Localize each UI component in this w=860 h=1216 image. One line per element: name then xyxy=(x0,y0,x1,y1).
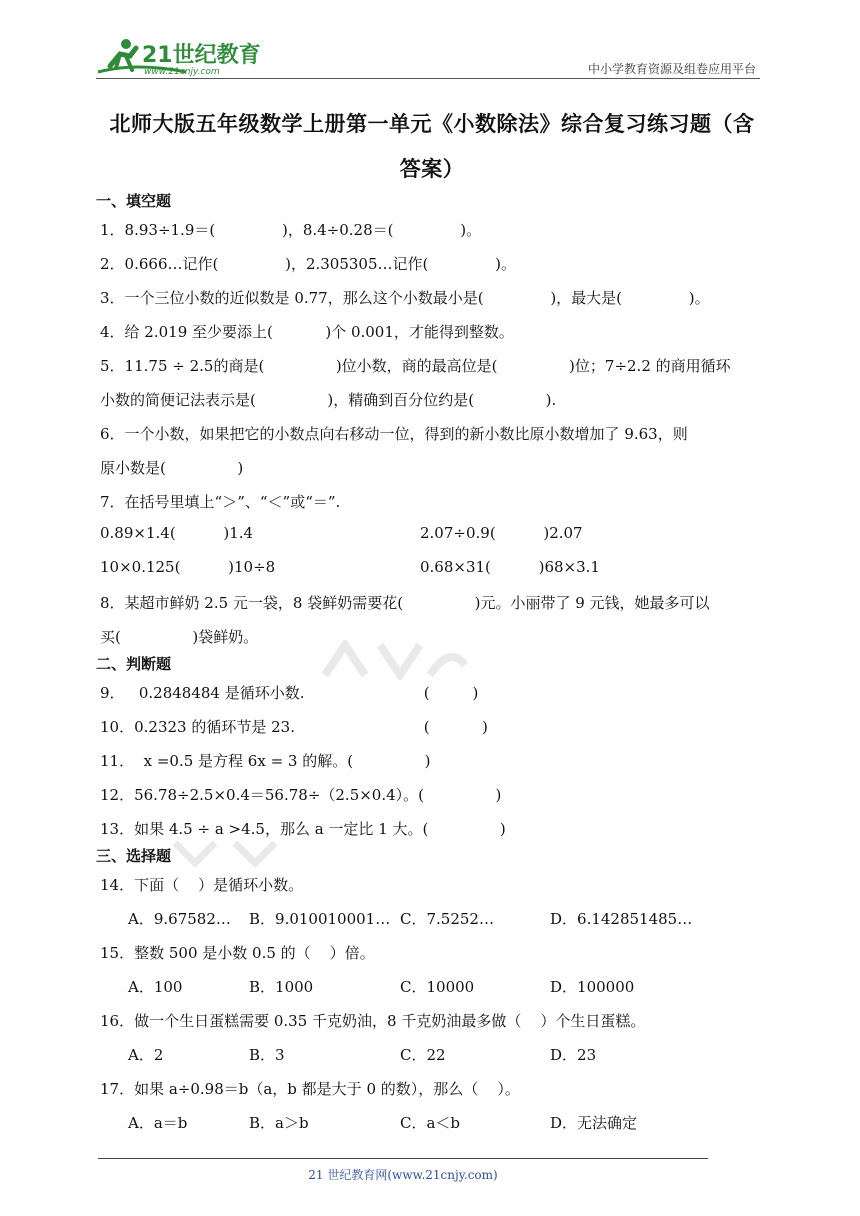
header-tagline: 中小学教育资源及组卷应用平台 xyxy=(587,62,756,76)
section-fill-in: 一、填空题 xyxy=(96,192,172,210)
q15-option-a: A．100 xyxy=(128,978,183,996)
q14-option-d: D．6.142851485… xyxy=(550,910,693,928)
question-8-line2: 买( )袋鲜奶。 xyxy=(100,628,259,646)
question-16: 16．做一个生日蛋糕需要 0.35 千克奶油，8 千克奶油最多做（ ）个生日蛋糕。 xyxy=(100,1012,646,1030)
question-7: 7．在括号里填上“＞”、“＜”或“＝”. xyxy=(100,493,341,511)
runner-logo-icon xyxy=(96,34,266,78)
question-6-line1: 6．一个小数，如果把它的小数点向右移动一位，得到的新小数比原小数增加了 9.63，则 xyxy=(100,425,688,443)
section-multiple-choice: 三、选择题 xyxy=(96,847,172,865)
question-12: 12．56.78÷2.5×0.4＝56.78÷（2.5×0.4）。( ) xyxy=(100,786,502,804)
footer-divider xyxy=(98,1158,708,1159)
q17-option-d: D．无法确定 xyxy=(550,1114,638,1132)
q16-option-d: D．23 xyxy=(550,1046,597,1064)
page-title-line2: 答案） xyxy=(399,157,465,181)
q14-option-c: C．7.5252… xyxy=(400,910,494,928)
site-logo xyxy=(96,34,266,78)
question-7-row1-right: 2.07÷0.9( )2.07 xyxy=(420,524,583,542)
question-11: 11． x =0.5 是方程 6x = 3 的解。( ) xyxy=(100,752,431,770)
q17-option-b: B．a＞b xyxy=(249,1114,309,1132)
logo-text: 21世纪教育 xyxy=(142,43,261,68)
question-7-row2-right: 0.68×31( )68×3.1 xyxy=(420,558,600,576)
section-true-false: 二、判断题 xyxy=(96,655,172,673)
watermark-icon-2 xyxy=(170,838,280,868)
q15-option-c: C．10000 xyxy=(400,978,475,996)
header-divider xyxy=(96,78,760,79)
question-9: 9． 0.2848484 是循环小数. ( ) xyxy=(100,684,479,702)
question-14: 14．下面（ ）是循环小数。 xyxy=(100,876,304,894)
q16-option-a: A．2 xyxy=(128,1046,164,1064)
question-6-line2: 原小数是( ) xyxy=(100,459,244,477)
question-2: 2．0.666…记作( )，2.305305…记作( )。 xyxy=(100,255,516,273)
footer-link[interactable]: 21 世纪教育网(www.21cnjy.com) xyxy=(308,1168,498,1182)
question-13: 13．如果 4.5 ÷ a >4.5，那么 a 一定比 1 大。( ) xyxy=(100,820,506,838)
question-3: 3．一个三位小数的近似数是 0.77，那么这个小数最小是( )，最大是( )。 xyxy=(100,289,710,307)
q14-option-a: A．9.67582… xyxy=(128,910,231,928)
question-8-line1: 8．某超市鲜奶 2.5 元一袋，8 袋鲜奶需要花( )元。小丽带了 9 元钱，她最多可以 xyxy=(100,594,710,612)
question-7-row1-left: 0.89×1.4( )1.4 xyxy=(100,524,254,542)
question-10: 10．0.2323 的循环节是 23. ( ) xyxy=(100,718,488,736)
q14-option-b: B．9.010010001… xyxy=(249,910,391,928)
q16-option-c: C．22 xyxy=(400,1046,446,1064)
question-7-row2-left: 10×0.125( )10÷8 xyxy=(100,558,276,576)
watermark-icon xyxy=(320,640,470,680)
q17-option-a: A．a＝b xyxy=(128,1114,188,1132)
logo-url: www.21cnjy.com xyxy=(144,67,220,77)
question-17: 17．如果 a÷0.98＝b（a，b 都是大于 0 的数），那么（ ）。 xyxy=(100,1080,520,1098)
q16-option-b: B．3 xyxy=(249,1046,285,1064)
question-5-line1: 5．11.75 ÷ 2.5的商是( )位小数，商的最高位是( )位；7÷2.2 的商用循环 xyxy=(100,357,731,375)
question-4: 4．给 2.019 至少要添上( )个 0.001，才能得到整数。 xyxy=(100,323,514,341)
q15-option-d: D．100000 xyxy=(550,978,635,996)
page-title-line1: 北师大版五年级数学上册第一单元《小数除法》综合复习练习题（含 xyxy=(109,112,755,136)
question-15: 15．整数 500 是小数 0.5 的（ ）倍。 xyxy=(100,944,375,962)
question-5-line2: 小数的简便记法表示是( )，精确到百分位约是( ). xyxy=(100,391,557,409)
q15-option-b: B．1000 xyxy=(249,978,314,996)
q17-option-c: C．a＜b xyxy=(400,1114,461,1132)
question-1: 1．8.93÷1.9＝( )，8.4÷0.28＝( )。 xyxy=(100,221,482,239)
